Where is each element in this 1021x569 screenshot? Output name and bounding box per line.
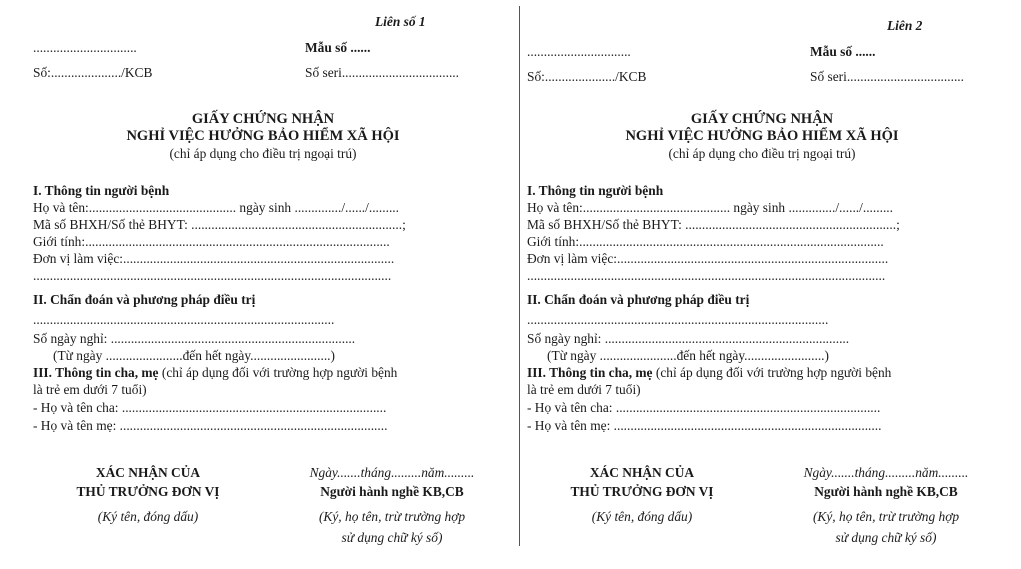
- copy-label: Liên 2: [887, 18, 923, 33]
- workplace-continuation: ...........................................................................................................: [33, 268, 392, 283]
- gender-field: Giới tính:...........................................................................................: [33, 234, 390, 249]
- practitioner-title: Người hành nghề KB,CB: [320, 484, 464, 499]
- confirm-note: (Ký tên, đóng dấu): [97, 509, 199, 524]
- section-diagnosis: II. Chẩn đoán và phương pháp điều trị: [527, 292, 750, 307]
- days-off-field: Số ngày nghỉ: .........................................................................: [33, 331, 356, 346]
- mother-name-field: - Họ và tên mẹ: ................................................................................: [33, 418, 388, 433]
- title-note: (chỉ áp dụng cho điều trị ngoại trú): [668, 146, 856, 161]
- page-divider: [519, 6, 520, 546]
- practitioner-note-1: (Ký, họ tên, trừ trường hợp: [318, 509, 466, 524]
- workplace-continuation: ...........................................................................................................: [527, 268, 886, 283]
- section-parents-note: (chỉ áp dụng đối với trường hợp người bệnh: [652, 365, 892, 380]
- certificate-copy-2: [527, 0, 997, 569]
- form-number: Mẫu số ......: [305, 40, 371, 55]
- mother-name-field: - Họ và tên mẹ: ................................................................................: [527, 418, 882, 433]
- father-name-field: - Họ và tên cha: ...............................................................................: [33, 400, 387, 415]
- copy-label: Liên số 1: [375, 14, 426, 29]
- date-range-field: (Từ ngày .......................đến hết ngày........................): [53, 348, 335, 363]
- confirm-title-2: THỦ TRƯỞNG ĐƠN VỊ: [76, 484, 220, 499]
- practitioner-note-2: sử dụng chữ ký số): [341, 530, 443, 545]
- insurance-field: Mã số BHXH/Số thẻ BHYT: ...............................................................;: [33, 217, 406, 232]
- certificate-number: Số:...................../KCB: [527, 69, 647, 84]
- date-line: Ngày.......tháng.........năm.........: [803, 465, 969, 480]
- issuer-dots: ...............................: [33, 40, 137, 55]
- section-diagnosis: II. Chẩn đoán và phương pháp điều trị: [33, 292, 256, 307]
- practitioner-title: Người hành nghề KB,CB: [814, 484, 958, 499]
- form-number: Mẫu số ......: [810, 44, 876, 59]
- section-parents: [527, 365, 891, 381]
- section-parents: [33, 365, 397, 381]
- section-parents-title: III. Thông tin cha, mẹ: [527, 365, 653, 380]
- confirm-title-2: THỦ TRƯỞNG ĐƠN VỊ: [570, 484, 714, 499]
- gender-field: Giới tính:...........................................................................................: [527, 234, 884, 249]
- workplace-field: Đơn vị làm việc:.................................................................................: [33, 251, 395, 266]
- section-parents-note: (chỉ áp dụng đối với trường hợp người bệnh: [158, 365, 398, 380]
- title-line-2: NGHỈ VIỆC HƯỞNG BẢO HIỂM XÃ HỘI: [625, 128, 899, 144]
- title-line-1: GIẤY CHỨNG NHẬN: [191, 111, 335, 127]
- title-note: (chỉ áp dụng cho điều trị ngoại trú): [169, 146, 357, 161]
- confirm-note: (Ký tên, đóng dấu): [591, 509, 693, 524]
- diagnosis-field: ..........................................................................................: [33, 312, 335, 327]
- father-name-field: - Họ và tên cha: ...............................................................................: [527, 400, 881, 415]
- practitioner-note-2: sử dụng chữ ký số): [835, 530, 937, 545]
- name-field: Họ và tên:............................................ ngày sinh ............../....../.........: [527, 200, 893, 215]
- date-range-field: (Từ ngày .......................đến hết ngày........................): [547, 348, 829, 363]
- section-parents-note-2: là trẻ em dưới 7 tuổi): [33, 382, 147, 397]
- section-parents-title: III. Thông tin cha, mẹ: [33, 365, 159, 380]
- confirm-title-1: XÁC NHẬN CỦA: [95, 465, 201, 480]
- certificate-copy-1: [33, 0, 503, 569]
- days-off-field: Số ngày nghỉ: .........................................................................: [527, 331, 850, 346]
- confirm-title-1: XÁC NHẬN CỦA: [589, 465, 695, 480]
- certificate-number: Số:...................../KCB: [33, 65, 153, 80]
- section-patient-info: I. Thông tin người bệnh: [527, 183, 664, 198]
- serial-number: Số seri...................................: [305, 65, 459, 80]
- workplace-field: Đơn vị làm việc:.................................................................................: [527, 251, 889, 266]
- serial-number: Số seri...................................: [810, 69, 964, 84]
- insurance-field: Mã số BHXH/Số thẻ BHYT: ...............................................................;: [527, 217, 900, 232]
- practitioner-note-1: (Ký, họ tên, trừ trường hợp: [812, 509, 960, 524]
- section-patient-info: I. Thông tin người bệnh: [33, 183, 170, 198]
- section-parents-note-2: là trẻ em dưới 7 tuổi): [527, 382, 641, 397]
- title-line-2: NGHỈ VIỆC HƯỞNG BẢO HIỂM XÃ HỘI: [126, 128, 400, 144]
- name-field: Họ và tên:............................................ ngày sinh ............../....../.........: [33, 200, 399, 215]
- date-line: Ngày.......tháng.........năm.........: [309, 465, 475, 480]
- diagnosis-field: ..........................................................................................: [527, 312, 829, 327]
- issuer-dots: ...............................: [527, 44, 631, 59]
- title-line-1: GIẤY CHỨNG NHẬN: [690, 111, 834, 127]
